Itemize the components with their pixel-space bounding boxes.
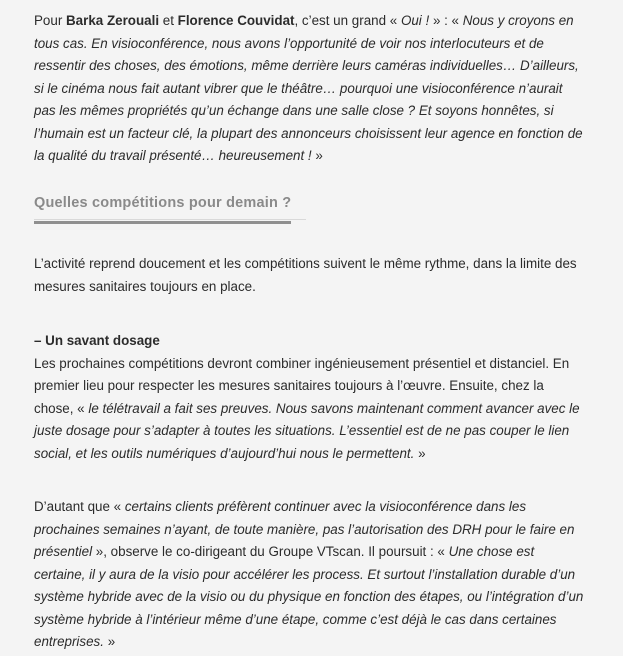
text-after-oui: » : « <box>429 13 463 28</box>
quote-testimony: Nous y croyons en tous cas. En visioconférence, nous avons l’opportunité de voir nos interlocuteurs et de ressentir des choses, des émotions, même derrière leurs caméras individuelles… D’ailleurs, si le cinéma nous fait autant vibrer que le théâtre… pourquoi une visioconférence n’aurait pas les mêmes propriétés qu’un échange dans une salle close ? Et soyons honnêtes, si l’humain est un facteur clé, la plupart des annonceurs choisissent leur agence en fonction de la qualité du travail présenté… heureusement ! <box>34 13 583 163</box>
person-name-florence: Florence Couvidat <box>177 13 295 28</box>
text-mid: , c’est un grand « <box>294 13 401 28</box>
quote-clients: certains clients préfèrent continuer avec la visioconférence dans les prochaines semaines n’ayant, de toute manière, pas l’autorisation des DRH pour le faire en présentiel <box>34 499 575 559</box>
article-body <box>34 10 586 654</box>
text-end: » <box>414 445 426 461</box>
paragraph-intro: L’activité reprend doucement et les compétitions suivent le même rythme, dans la limite des mesures sanitaires toujours en place. <box>34 256 577 294</box>
section-heading: Quelles compétitions pour demain ? <box>34 192 291 225</box>
text-and: et <box>159 13 178 28</box>
paragraph-competitions <box>34 353 586 466</box>
paragraph-testimony <box>34 10 586 168</box>
text-end: » <box>311 148 323 163</box>
paragraph-vtscan <box>34 496 586 654</box>
subheading-savant-dosage: – Un savant dosage <box>34 333 160 348</box>
quote-oui: Oui ! <box>400 13 430 28</box>
quote-hybride: Une chose est certaine, il y aura de la visio pour accélérer les process. Et surtout l’installation durable d’un système hybride avec de la visio ou du physique en fonction des étapes, ou l’intégration d’un système hybride à l’intérieur même d’une étape, comme c’est déjà le cas dans certaines entreprises. <box>34 544 584 649</box>
text-mid: », observe le co-dirigeant du Groupe VTscan. Il poursuit : « <box>92 544 449 559</box>
text-lead: Les prochaines compétitions devront combiner ingénieusement présentiel et distanciel. En premier lieu pour respecter les mesures sanitaires toujours à l’œuvre. Ensuite, chez la chose, « <box>34 355 570 416</box>
text-end: » <box>103 634 116 649</box>
person-name-barka: Barka Zerouali <box>66 13 160 28</box>
text-lead: Pour <box>34 13 67 28</box>
text-lead: D’autant que « <box>34 499 125 514</box>
quote-teletravail: le télétravail a fait ses preuves. Nous savons maintenant comment avancer avec le juste dosage pour s’adapter à toutes les situations. L’essentiel est de ne pas couper le lien social, et les outils numériques d’aujourd’hui nous le permettent. <box>34 400 580 461</box>
